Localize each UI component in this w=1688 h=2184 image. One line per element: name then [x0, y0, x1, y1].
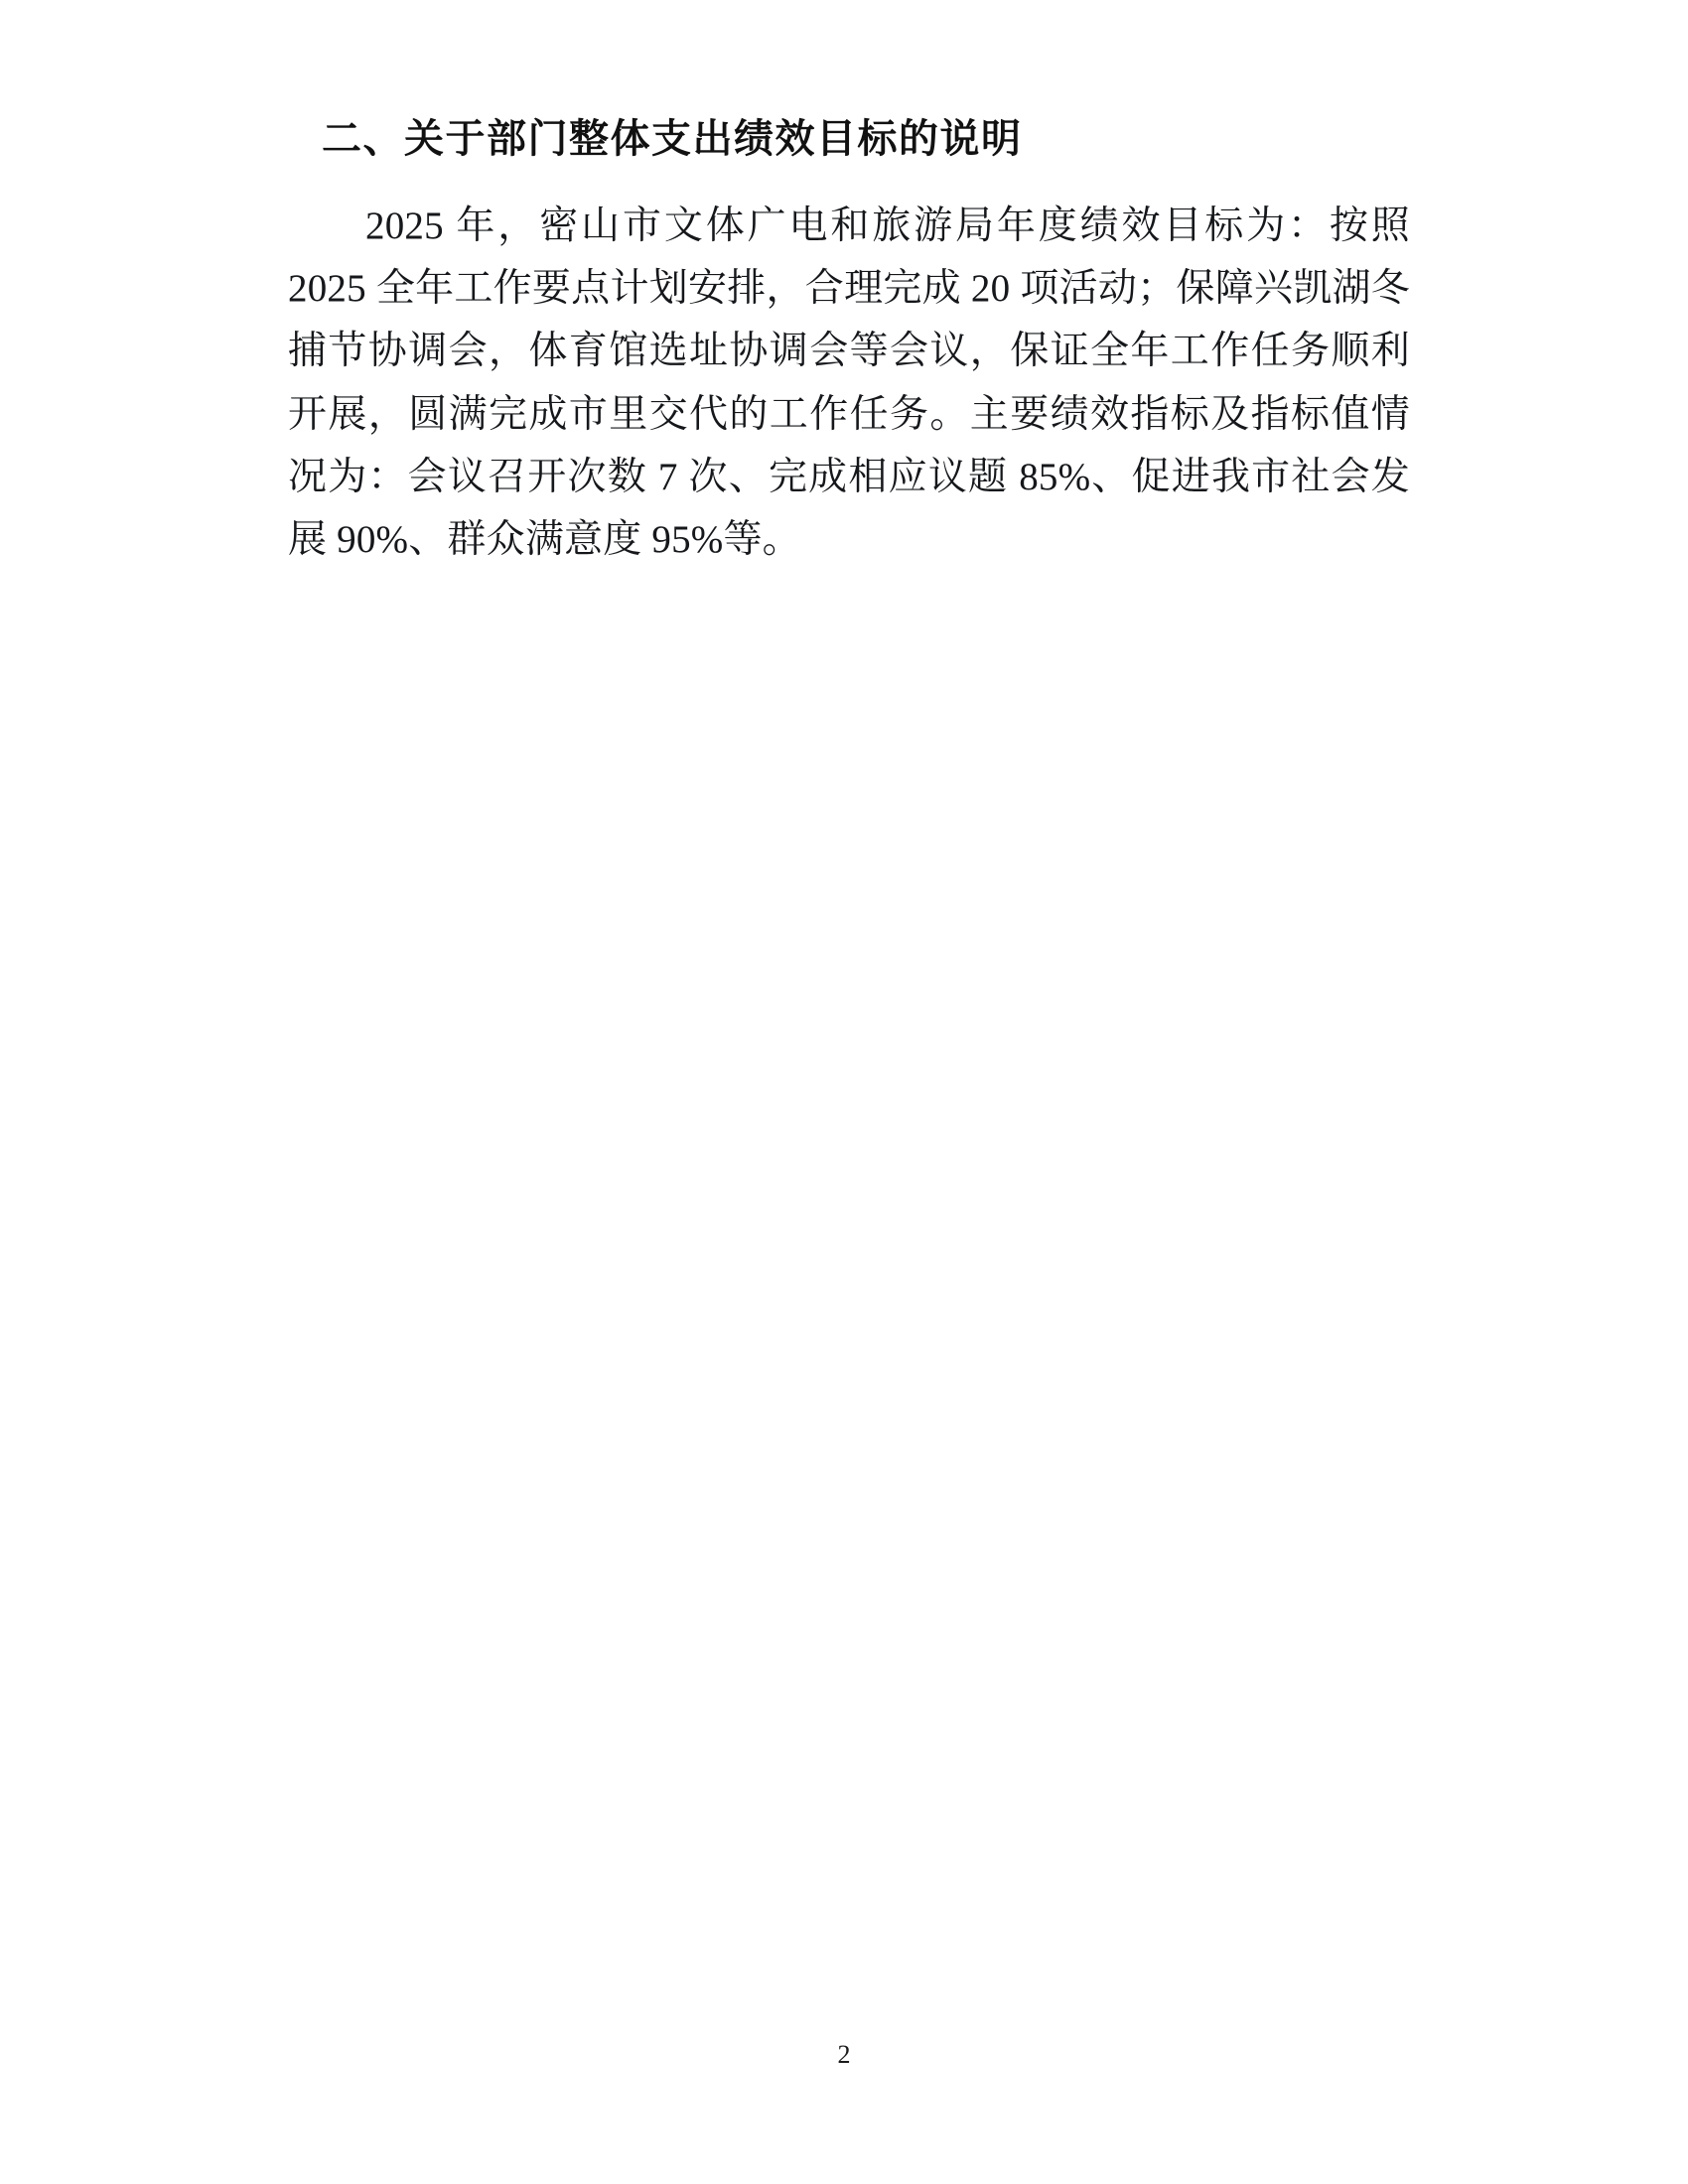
page-number: 2	[837, 2040, 851, 2069]
page-content	[288, 109, 1410, 571]
body-paragraph: 2025 年，密山市文体广电和旅游局年度绩效目标为：按照 2025 全年工作要点计划安排，合理完成 20 项活动；保障兴凯湖冬捕节协调会，体育馆选址协调会等会议，保证全年工作任务顺利开展，圆满完成市里交代的工作任务。主要绩效指标及指标值情况为：会议召开次数 7 次、完成相应议题 85%、促进我市社会发展 90%、群众满意度 95%等。	[288, 205, 1410, 561]
section-heading: 二、关于部门整体支出绩效目标的说明	[322, 116, 1023, 161]
